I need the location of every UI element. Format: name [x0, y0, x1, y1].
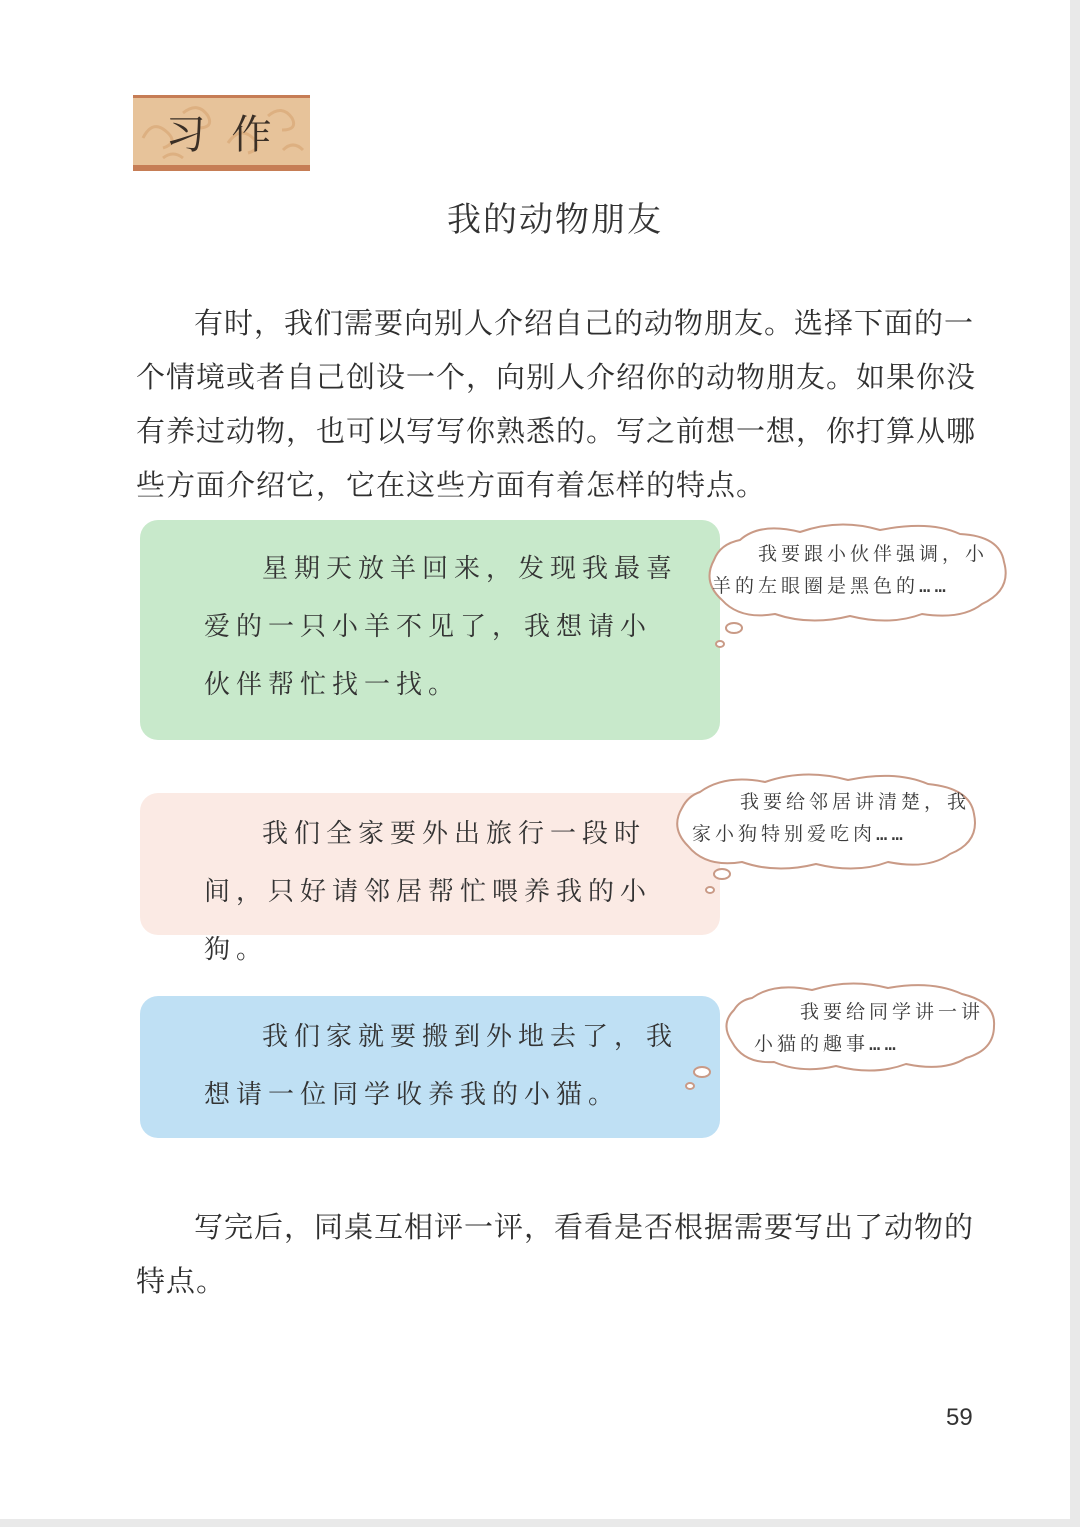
- scenario-card-lamb: [140, 520, 720, 740]
- scenario-card-kitten: [140, 996, 720, 1138]
- scenario-text: 我们家就要搬到外地去了，我想请一位同学收养我的小猫。: [204, 1022, 679, 1110]
- intro-paragraph: 有时，我们需要向别人介绍自己的动物朋友。选择下面的一个情境或者自己创设一个，向别人介绍你的动物朋友。如果你没有养过动物，也可以写写你熟悉的。写之前想一想，你打算从哪些方面介绍它，它在这些方面有着怎样的特点。: [136, 306, 977, 502]
- section-tag: [133, 95, 310, 171]
- section-tag-label: 习作: [165, 112, 298, 158]
- scenario-text: 我们全家要外出旅行一段时间，只好请邻居帮忙喂养我的小狗。: [204, 819, 653, 965]
- outro-paragraph: 写完后，同桌互相评一评，看看是否根据需要写出了动物的特点。: [136, 1210, 975, 1298]
- page-number: 59: [946, 1404, 973, 1431]
- thought-bubble-puppy: [670, 770, 982, 900]
- thought-bubble-lamb: [700, 520, 1012, 650]
- scenario-text: 星期天放羊回来，发现我最喜爱的一只小羊不见了，我想请小伙伴帮忙找一找。: [204, 554, 679, 700]
- bubble-text: 我要跟小伙伴强调，小羊的左眼圈是黑色的……: [712, 543, 989, 597]
- thought-bubble-kitten: [682, 980, 1000, 1090]
- lesson-title: 我的动物朋友: [447, 200, 663, 240]
- bubble-text: 我要给邻居讲清楚，我家小狗特别爱吃肉……: [692, 791, 971, 845]
- bubble-text: 我要给同学讲一讲小猫的趣事……: [754, 1001, 985, 1055]
- page-edge-bottom: [0, 1519, 1080, 1527]
- scenario-card-puppy: [140, 793, 720, 965]
